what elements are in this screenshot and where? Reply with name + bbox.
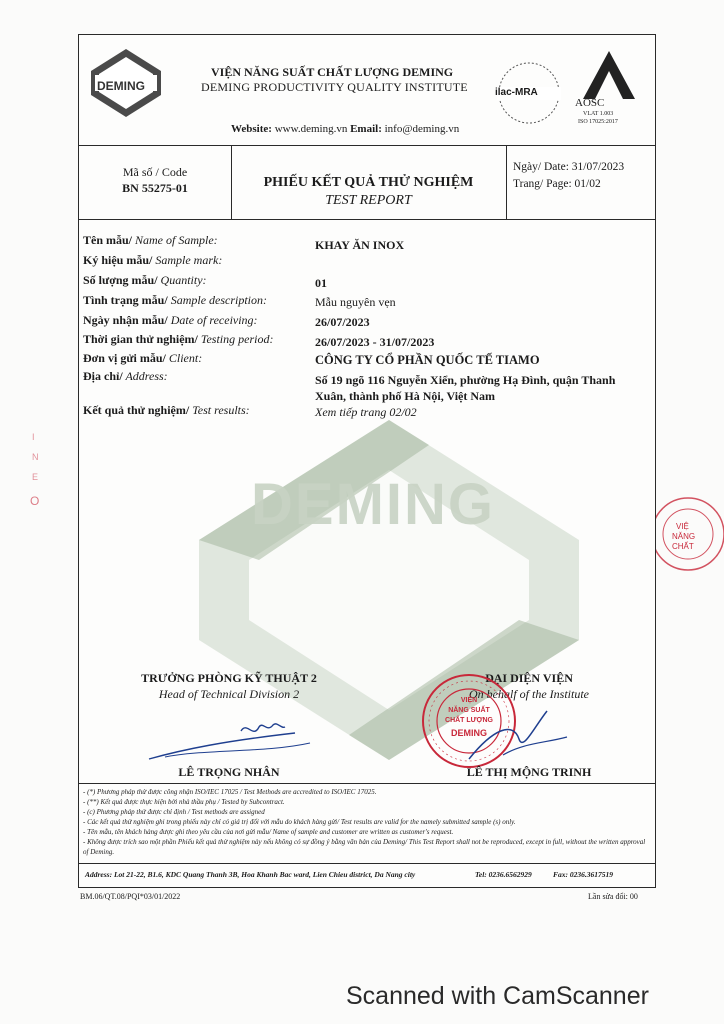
field-label-test-results: Kết quả thử nghiệm/ Test results:	[83, 403, 250, 417]
notes-block	[83, 787, 649, 857]
website-label: Website:	[231, 123, 272, 135]
code-label: Mã số / Code	[122, 165, 188, 179]
code-value: BN 55275-01	[122, 181, 188, 195]
right-signer-title-en: On behalf of the Institute	[469, 687, 589, 701]
right-signer-name: LÊ THỊ MỘNG TRINH	[466, 765, 592, 779]
svg-text:N: N	[32, 452, 39, 462]
footer-fax: Fax: 0236.3617519	[553, 870, 613, 879]
website-link[interactable]: www.deming.vn	[274, 123, 348, 135]
note-2: - (**) Kết quả được thực hiện bởi nhà thầu phụ / Tested by Subcontract.	[83, 798, 285, 806]
svg-text:I: I	[32, 432, 35, 442]
edge-seal	[646, 484, 724, 584]
report-header-divider-right	[506, 145, 507, 219]
note-6: - Không được trích sao một phần Phiếu kết quả thử nghiệm này nếu không có sự đồng ý bằng văn bản của Deming/ This Test Report shall not be reproduced, except in full, without the written approval of Deming.	[83, 838, 646, 856]
ilac-mra-text: ilac-MRA	[495, 87, 538, 98]
field-value-test-results: Xem tiếp trang 02/02	[315, 405, 417, 419]
stamp-word-4: DEMING	[451, 728, 487, 738]
field-label-testing-period: Thời gian thử nghiệm/ Testing period:	[83, 332, 274, 346]
field-value-sample-description: Mẫu nguyên vẹn	[315, 295, 396, 309]
institute-name-vn: VIỆN NĂNG SUẤT CHẤT LƯỢNG DEMING	[211, 65, 454, 79]
svg-text:CHẤT: CHẤT	[672, 542, 694, 551]
report-title-en: TEST REPORT	[325, 193, 412, 208]
test-report-document	[78, 34, 656, 888]
camscanner-label: Scanned with CamScanner	[346, 982, 649, 1010]
svg-text:VIỆ: VIỆ	[676, 522, 689, 531]
aosc-standard: ISO 17025:2017	[578, 119, 618, 125]
field-value-address-line1: Số 19 ngõ 116 Nguyễn Xiển, phường Hạ Đình, quận Thanh	[315, 373, 616, 387]
left-signature-icon	[145, 719, 315, 765]
left-signer-name: LÊ TRỌNG NHÂN	[178, 765, 280, 779]
email-label: Email:	[350, 123, 382, 135]
report-page: Trang/ Page: 01/02	[513, 178, 601, 190]
left-signer-title-en: Head of Technical Division 2	[158, 687, 300, 701]
aosc-code: VLAT 1.003	[583, 111, 614, 117]
note-4: - Các kết quả thử nghiệm ghi trong phiếu này chỉ có giá trị đối với mẫu do khách hàng gửi/ Test results are valid for the namely submitted sample (s) only.	[83, 818, 516, 826]
field-label-sample-mark: Ký hiệu mẫu/ Sample mark:	[83, 253, 223, 267]
field-value-address-line2: Xuân, thành phố Hà Nội, Việt Nam	[315, 389, 496, 403]
address-divider	[79, 863, 655, 864]
field-value-testing-period: 26/07/2023 - 31/07/2023	[315, 335, 435, 349]
svg-text:NĂNG: NĂNG	[672, 532, 696, 541]
report-title-vn: PHIẾU KẾT QUẢ THỬ NGHIỆM	[263, 175, 474, 190]
contact-line	[231, 123, 459, 135]
aosc-logo-icon	[577, 49, 641, 101]
field-label-address: Địa chỉ/ Address:	[83, 369, 168, 383]
report-header-bottom-divider	[79, 219, 655, 220]
aosc-text: AOSC	[575, 97, 605, 109]
note-3: - (c) Phương pháp thử được chỉ định / Test methods are assigned	[83, 808, 265, 816]
field-label-client: Đơn vị gửi mẫu/ Client:	[83, 351, 203, 365]
email-link[interactable]: info@deming.vn	[384, 123, 460, 135]
footer-tel: Tel: 0236.6562929	[475, 870, 532, 879]
field-label-date-of-receiving: Ngày nhận mẫu/ Date of receiving:	[83, 313, 258, 327]
field-label-sample-description: Tình trạng mẫu/ Sample description:	[83, 293, 268, 307]
notes-divider	[79, 783, 655, 784]
svg-text:E: E	[32, 472, 39, 482]
form-code: BM.06/QT.08/PQI*03/01/2022	[80, 892, 181, 901]
footer-address: Address: Lot 21-22, B1.6, KDC Quang Thanh 3B, Hoa Khanh Bac ward, Lien Chieu district, Da Nang city	[85, 870, 416, 879]
stamp-word-1: VIỆN	[460, 697, 478, 704]
logo-text: DEMING	[97, 79, 145, 93]
field-label-name-of-sample: Tên mẫu/ Name of Sample:	[83, 233, 218, 247]
edge-marks	[26, 420, 50, 540]
field-value-client: CÔNG TY CỔ PHẦN QUỐC TẾ TIAMO	[315, 353, 540, 367]
watermark-text: DEMING	[251, 472, 495, 537]
field-value-name-of-sample: KHAY ĂN INOX	[315, 238, 405, 252]
stamp-word-2: NĂNG SUẤT	[448, 707, 490, 714]
report-date: Ngày/ Date: 31/07/2023	[513, 161, 625, 173]
note-5: - Tên mẫu, tên khách hàng được ghi theo yêu cầu của nơi gửi mẫu/ Name of sample and customer are written as customer's request.	[83, 828, 454, 836]
header-divider	[79, 145, 655, 146]
right-signature-icon	[463, 699, 573, 769]
institute-name-en: DEMING PRODUCTIVITY QUALITY INSTITUTE	[201, 80, 468, 94]
svg-text:O: O	[30, 494, 40, 508]
stamp-word-3: CHẤT LƯỢNG	[445, 717, 493, 724]
field-label-quantity: Số lượng mẫu/ Quantity:	[83, 273, 207, 287]
revision-number: Lần sửa đổi: 00	[588, 892, 638, 901]
left-signer-title-vn: TRƯỞNG PHÒNG KỸ THUẬT 2	[141, 671, 317, 685]
field-value-quantity: 01	[315, 276, 327, 290]
right-signer-title-vn: ĐẠI DIỆN VIỆN	[485, 671, 573, 685]
note-1: - (*) Phương pháp thử được công nhận ISO/IEC 17025 / Test Methods are accredited to ISO/IEC 17025.	[83, 788, 377, 796]
field-value-date-of-receiving: 26/07/2023	[315, 315, 370, 329]
